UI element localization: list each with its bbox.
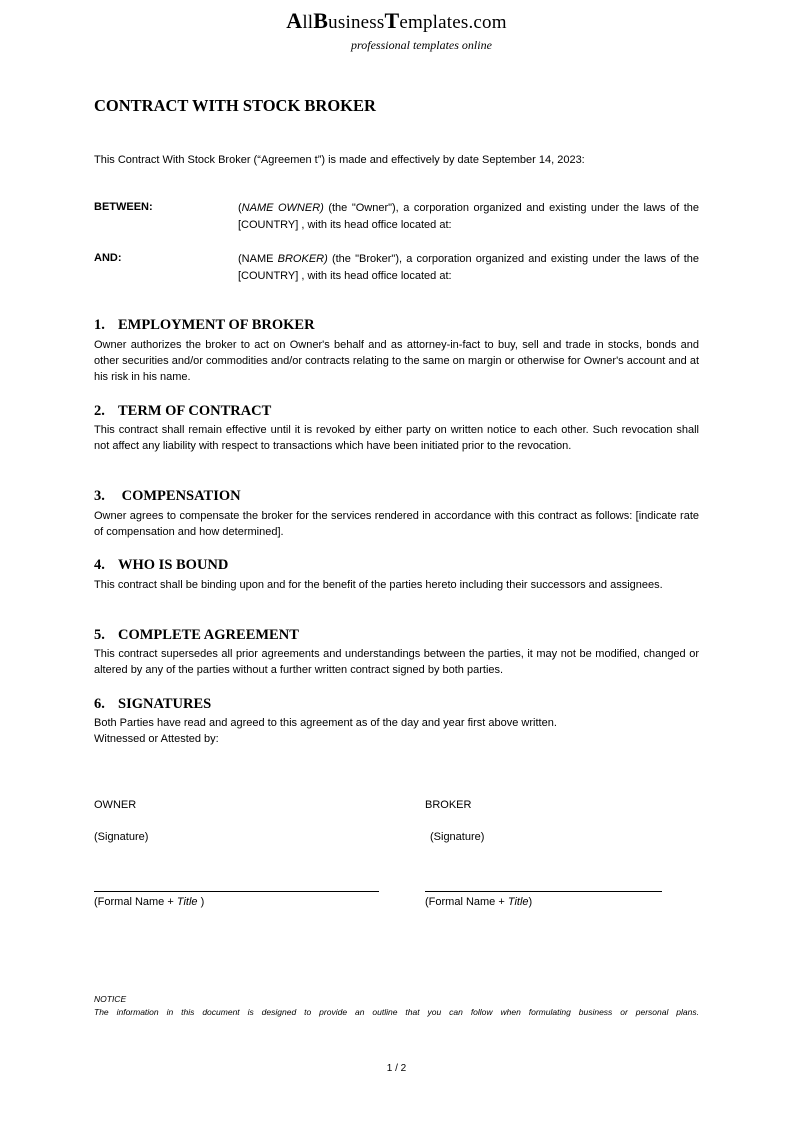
section-title: EMPLOYMENT OF BROKER: [118, 317, 315, 333]
party-label-and: AND:: [94, 252, 122, 264]
section-heading-2: [94, 403, 271, 420]
broker-signature-caption: (Signature): [430, 831, 485, 843]
section-number: 1.: [94, 317, 105, 333]
owner-signature-line: [94, 891, 379, 892]
owner-signature-caption: (Signature): [94, 831, 149, 843]
brand-letters: emplates.com: [399, 12, 507, 33]
brand-letter: A: [286, 8, 303, 33]
section-title: WHO IS BOUND: [118, 557, 229, 573]
notice-heading: NOTICE: [94, 994, 127, 1004]
party-text-owner: [238, 200, 699, 233]
party-name-broker: BROKER): [277, 253, 328, 265]
section-heading-5: [94, 627, 299, 644]
party-description: (the "Broker"), a corporation organized and existing under the laws of the [COUNTRY] , with its head office located at:: [238, 253, 699, 282]
section-body-5: This contract supersedes all prior agreements and understandings between the parties, it may not be modified, changed or altered by any of the parties without a further written contract signed by both parties.: [94, 648, 699, 676]
notice-text: The information in this document is designed to provide an outline that you can follow when formulating business or personal plans.: [94, 1007, 699, 1017]
broker-formal-name: [425, 894, 532, 910]
formal-name-suffix: ): [528, 896, 533, 908]
intro-paragraph: This Contract With Stock Broker (“Agreemen t”) is made and effectively by date September 14, 2023:: [94, 154, 585, 166]
section-body-1: Owner authorizes the broker to act on Owner's behalf and as attorney-in-fact to buy, sell and trade in stocks, bonds and other securities and/or commodities and/or contracts relating to the same on margin or otherwise for Owner's account and at his risk in his name.: [94, 339, 699, 383]
formal-name-title: Title: [507, 896, 529, 908]
brand-letter: B: [313, 8, 329, 33]
section-heading-1: [94, 317, 315, 334]
formal-name-prefix: (Formal Name +: [94, 896, 177, 908]
section-title: COMPLETE AGREEMENT: [118, 627, 299, 643]
section-number: 2.: [94, 403, 105, 419]
section-body-4: This contract shall be binding upon and for the benefit of the parties hereto including their successors and assignees.: [94, 579, 663, 591]
party-description: (the "Owner"), a corporation organized and existing under the laws of the [COUNTRY] , with its head office located at:: [238, 202, 699, 231]
formal-name-prefix: (Formal Name +: [425, 896, 508, 908]
brand-letters: usiness: [328, 12, 385, 33]
party-name-owner: NAME OWNER): [241, 202, 324, 214]
section-body-6-line-1: Both Parties have read and agreed to this agreement as of the day and year first above written.: [94, 717, 557, 729]
brand-logo: [0, 8, 793, 34]
broker-label: BROKER: [425, 799, 472, 811]
section-heading-3: [94, 488, 241, 505]
owner-label: OWNER: [94, 799, 137, 811]
party-label-between: BETWEEN:: [94, 201, 153, 213]
section-body-2: This contract shall remain effective until it is revoked by either party on written notice to each other. Such revocation shall not affect any liability with respect to transactions which have been initiated prior to the revocation.: [94, 424, 699, 452]
section-title: TERM OF CONTRACT: [118, 403, 272, 419]
section-heading-6: [94, 696, 211, 713]
formal-name-title: Title: [176, 896, 198, 908]
section-title: SIGNATURES: [118, 696, 212, 712]
party-name-open: (: [238, 202, 242, 214]
owner-formal-name: [94, 894, 204, 910]
section-number: 3.: [94, 488, 105, 504]
section-body-3: Owner agrees to compensate the broker for the services rendered in accordance with this contract as follows: [indicate rate of compensation and how determined].: [94, 510, 699, 538]
document-title: CONTRACT WITH STOCK BROKER: [94, 96, 376, 115]
broker-signature-line: [425, 891, 662, 892]
section-number: 5.: [94, 627, 105, 643]
party-text-broker: [238, 251, 699, 284]
party-name-open: (NAME: [238, 253, 278, 265]
section-heading-4: [94, 557, 228, 574]
brand-letters: ll: [302, 12, 314, 33]
formal-name-suffix: ): [197, 896, 205, 908]
section-body-6-line-2: Witnessed or Attested by:: [94, 733, 219, 745]
page-number: 1 / 2: [386, 1063, 407, 1074]
brand-letter: T: [384, 8, 400, 33]
section-title: COMPENSATION: [118, 488, 241, 504]
section-number: 6.: [94, 696, 105, 712]
brand-tagline: professional templates online: [351, 38, 492, 52]
section-number: 4.: [94, 557, 105, 573]
